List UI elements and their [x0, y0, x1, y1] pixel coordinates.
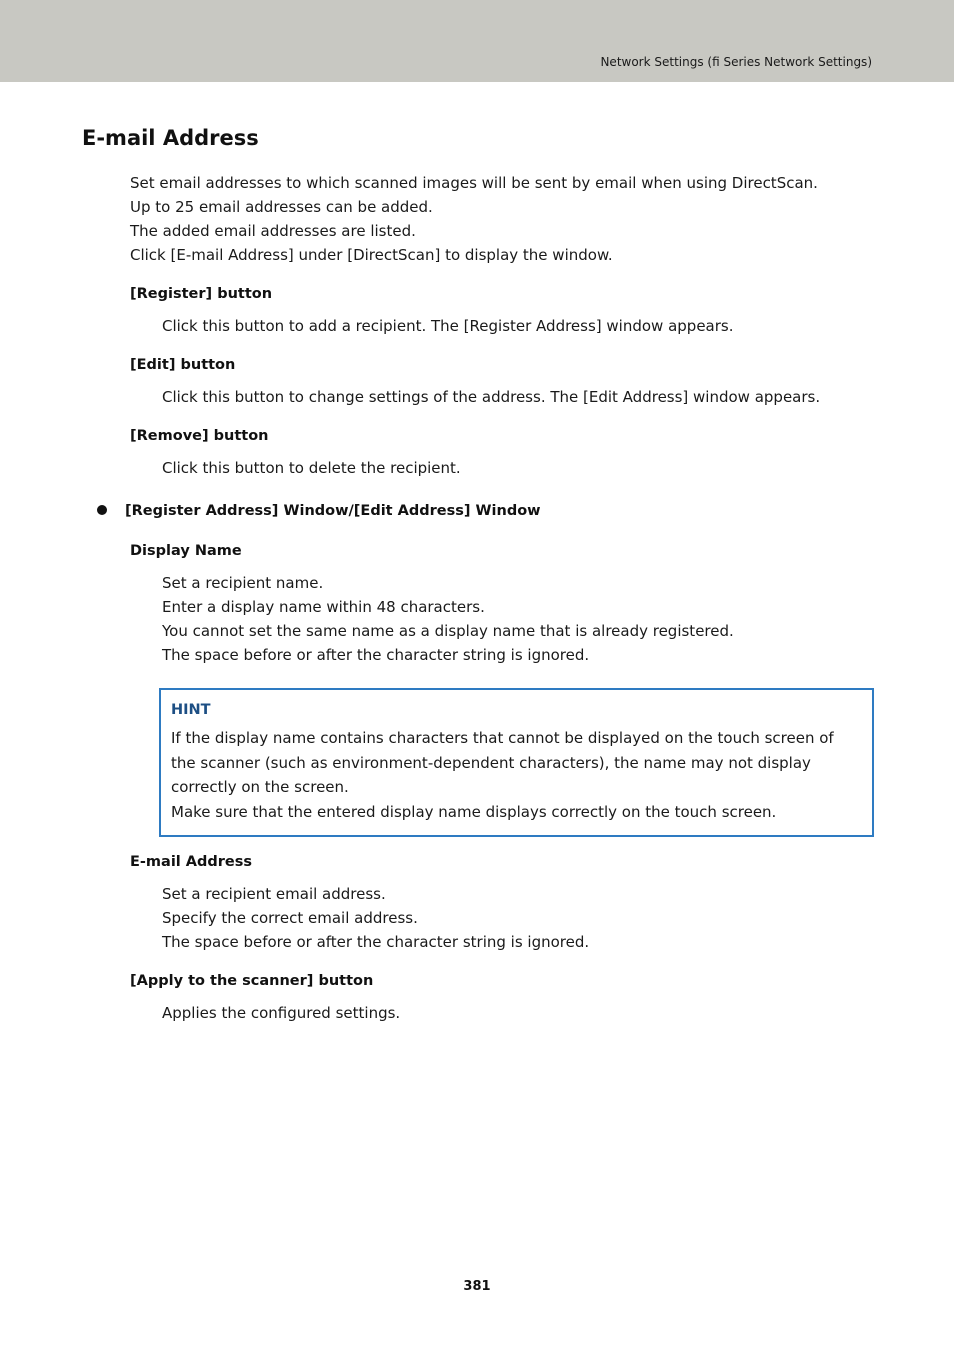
display-name-heading: Display Name: [130, 543, 242, 559]
description-line: Enter a display name within 48 characters.: [162, 598, 485, 616]
email-address-description: [162, 882, 589, 954]
hint-box: [159, 688, 874, 837]
intro-line: The added email addresses are listed.: [130, 222, 416, 240]
apply-button-description: Applies the configured settings.: [162, 1004, 401, 1022]
description-line: You cannot set the same name as a display name that is already registered.: [162, 622, 734, 640]
hint-label: HINT: [171, 702, 211, 718]
subsection-title: [Register Address] Window/[Edit Address] Window: [125, 503, 541, 519]
hint-paragraph: If the display name contains characters that cannot be displayed on the touch screen of the scanner (such as environment-dependent characters), the name may not display correctly on the screen.: [171, 729, 834, 796]
intro-line: Click [E-mail Address] under [DirectScan] to display the window.: [130, 246, 613, 264]
remove-button-heading: [Remove] button: [130, 428, 269, 444]
description-line: Set a recipient name.: [162, 574, 324, 592]
intro-line: Up to 25 email addresses can be added.: [130, 198, 433, 216]
intro-paragraph: [130, 171, 818, 267]
email-address-heading: E-mail Address: [130, 854, 253, 870]
description-line: The space before or after the character string is ignored.: [162, 933, 590, 951]
hint-paragraph: Make sure that the entered display name displays correctly on the touch screen.: [171, 802, 777, 821]
header-band: [0, 0, 954, 82]
running-header: Network Settings (fi Series Network Settings): [600, 55, 872, 69]
bullet-icon: [97, 505, 107, 515]
description-line: The space before or after the character string is ignored.: [162, 646, 590, 664]
description-line: Specify the correct email address.: [162, 909, 418, 927]
edit-button-description: Click this button to change settings of the address. The [Edit Address] window appears.: [162, 388, 821, 406]
intro-line: Set email addresses to which scanned images will be sent by email when using DirectScan.: [130, 174, 818, 192]
display-name-description: [162, 571, 734, 667]
page-title: E-mail Address: [82, 126, 259, 150]
remove-button-description: Click this button to delete the recipient.: [162, 459, 461, 477]
description-line: Set a recipient email address.: [162, 885, 386, 903]
register-button-heading: [Register] button: [130, 286, 273, 302]
page-number: 381: [463, 1279, 491, 1294]
hint-text: [171, 726, 863, 824]
edit-button-heading: [Edit] button: [130, 357, 236, 373]
apply-button-heading: [Apply to the scanner] button: [130, 973, 374, 989]
register-button-description: Click this button to add a recipient. The [Register Address] window appears.: [162, 317, 734, 335]
